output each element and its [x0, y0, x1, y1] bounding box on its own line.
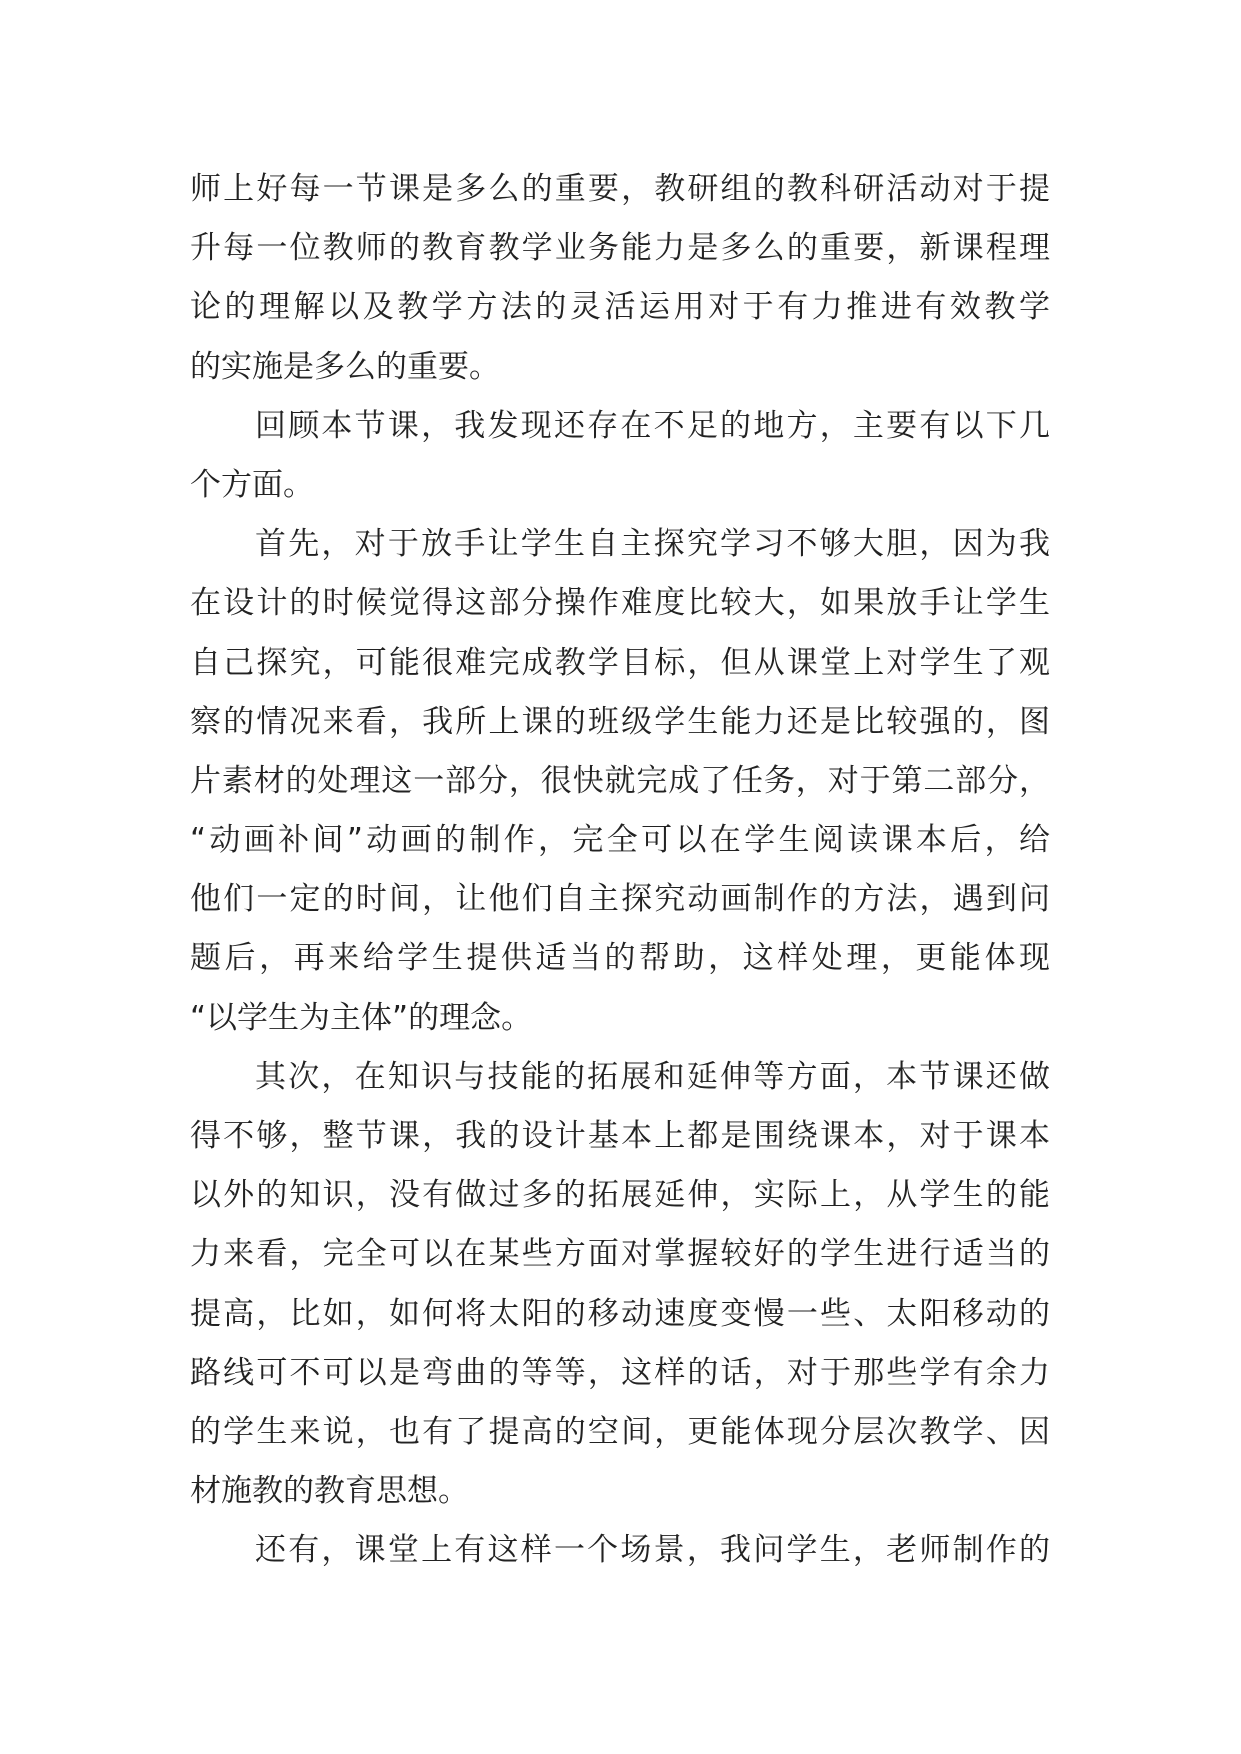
text-line: 的实施是多么的重要。 [190, 348, 500, 385]
text-line: 升每一位教师的教育教学业务能力是多么的重要，新课程理 [190, 230, 1050, 267]
text-line: 其次，在知识与技能的拓展和延伸等方面，本节课还做 [255, 1058, 1050, 1095]
text-line: 得不够，整节课，我的设计基本上都是围绕课本，对于课本 [190, 1118, 1050, 1154]
text-line: 以外的知识，没有做过多的拓展延伸，实际上，从学生的能 [190, 1177, 1050, 1214]
text-line: 回顾本节课，我发现还存在不足的地方，主要有以下几 [255, 407, 1050, 444]
text-line: 自己探究，可能很难完成教学目标，但从课堂上对学生了观 [190, 644, 1050, 681]
text-line: 首先，对于放手让学生自主探究学习不够大胆，因为我 [255, 526, 1050, 563]
text-line: “动画补间”动画的制作，完全可以在学生阅读课本后，给 [190, 822, 1050, 859]
body-text [190, 160, 1050, 1581]
text-line: 题后，再来给学生提供适当的帮助，这样处理，更能体现 [190, 940, 1050, 977]
text-line: 路线可不可以是弯曲的等等，这样的话，对于那些学有余力 [190, 1354, 1050, 1391]
text-line: 论的理解以及教学方法的灵活运用对于有力推进有效教学 [190, 289, 1050, 326]
text-line: 他们一定的时间，让他们自主探究动画制作的方法，遇到问 [190, 881, 1050, 918]
text-line: 察的情况来看，我所上课的班级学生能力还是比较强的，图 [190, 703, 1050, 740]
text-line: 提高，比如，如何将太阳的移动速度变慢一些、太阳移动的 [190, 1295, 1050, 1332]
text-line: 材施教的教育思想。 [190, 1473, 469, 1510]
text-line: “以学生为主体”的理念。 [190, 999, 533, 1036]
text-line: 的学生来说，也有了提高的空间，更能体现分层次教学、因 [190, 1413, 1050, 1450]
text-line: 师上好每一节课是多么的重要，教研组的教科研活动对于提 [190, 171, 1050, 207]
text-line: 还有，课堂上有这样一个场景，我问学生，老师制作的 [255, 1532, 1050, 1569]
text-line: 片素材的处理这一部分，很快就完成了任务，对于第二部分， [190, 762, 1050, 799]
text-line: 力来看，完全可以在某些方面对掌握较好的学生进行适当的 [190, 1236, 1050, 1273]
text-line: 在设计的时候觉得这部分操作难度比较大，如果放手让学生 [190, 585, 1050, 622]
text-line: 个方面。 [190, 466, 314, 503]
